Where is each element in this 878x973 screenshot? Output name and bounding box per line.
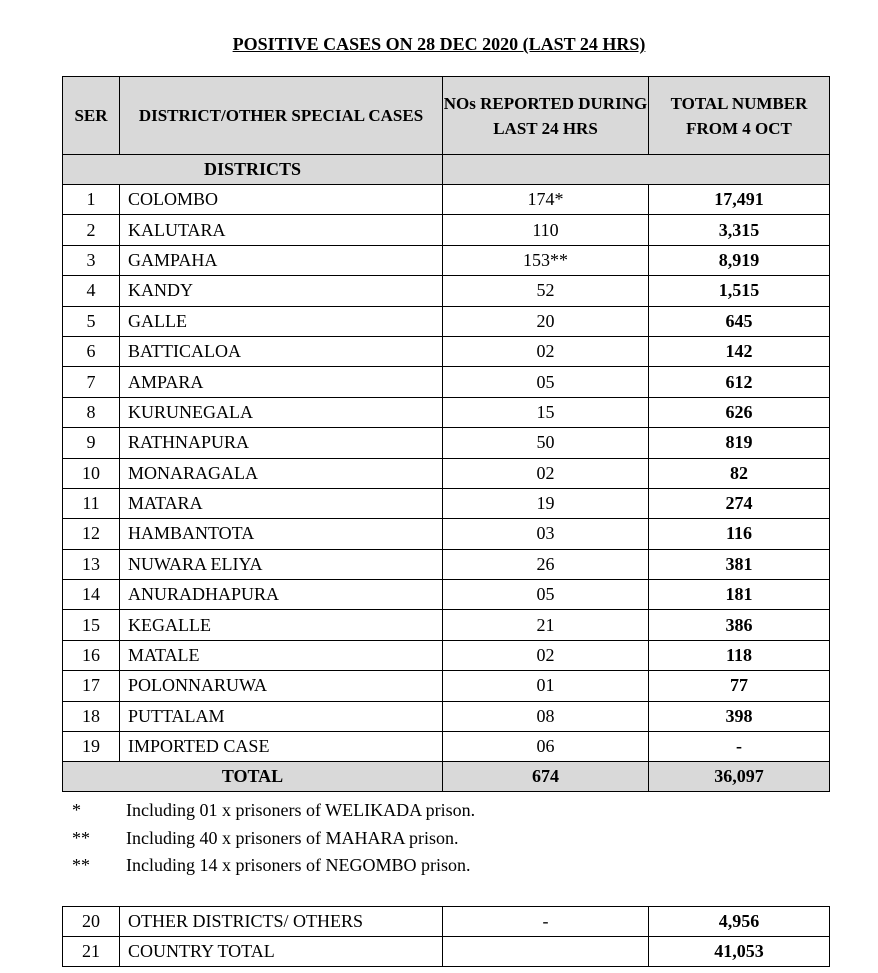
cell-total-from-4-oct: 17,491 xyxy=(649,185,830,215)
cell-last-24-hrs: 02 xyxy=(443,640,649,670)
cell-last-24-hrs: 21 xyxy=(443,610,649,640)
footnote xyxy=(66,797,475,825)
cell-ser: 14 xyxy=(63,580,120,610)
cell-ser: 1 xyxy=(63,185,120,215)
cell-total-from-4-oct: 4,956 xyxy=(649,907,830,937)
table-row xyxy=(63,732,830,762)
cell-ser: 19 xyxy=(63,732,120,762)
cell-district: MATALE xyxy=(120,640,443,670)
cell-district: POLONNARUWA xyxy=(120,671,443,701)
cell-last-24-hrs xyxy=(443,937,649,967)
cell-total-from-4-oct: 386 xyxy=(649,610,830,640)
cell-district: GALLE xyxy=(120,306,443,336)
cell-last-24-hrs: 06 xyxy=(443,732,649,762)
cell-district: COLOMBO xyxy=(120,185,443,215)
cell-last-24-hrs: 110 xyxy=(443,215,649,245)
cell-last-24-hrs: 15 xyxy=(443,397,649,427)
footnote-marker: ** xyxy=(72,827,90,848)
cell-district: BATTICALOA xyxy=(120,336,443,366)
footnotes xyxy=(66,797,475,880)
cell-last-24-hrs: 02 xyxy=(443,336,649,366)
cell-district: KALUTARA xyxy=(120,215,443,245)
table-row xyxy=(63,185,830,215)
table-row xyxy=(63,488,830,518)
cell-last-24-hrs: 03 xyxy=(443,519,649,549)
table-row xyxy=(63,458,830,488)
cell-total-from-4-oct: 626 xyxy=(649,397,830,427)
cell-total-from-4-oct: 612 xyxy=(649,367,830,397)
cell-last-24-hrs: 19 xyxy=(443,488,649,518)
districts-section-blank xyxy=(443,155,830,185)
footnote xyxy=(66,852,475,880)
cell-ser: 12 xyxy=(63,519,120,549)
cell-district: AMPARA xyxy=(120,367,443,397)
total-last-24-hrs: 674 xyxy=(443,762,649,792)
cell-last-24-hrs: 05 xyxy=(443,580,649,610)
cell-last-24-hrs: 26 xyxy=(443,549,649,579)
cell-total-from-4-oct: 82 xyxy=(649,458,830,488)
other-table-row xyxy=(63,907,830,937)
other-cases-table xyxy=(62,906,830,967)
cell-district: OTHER DISTRICTS/ OTHERS xyxy=(120,907,443,937)
cell-ser: 13 xyxy=(63,549,120,579)
cell-ser: 4 xyxy=(63,276,120,306)
cell-total-from-4-oct: 645 xyxy=(649,306,830,336)
table-row xyxy=(63,306,830,336)
cell-district: COUNTRY TOTAL xyxy=(120,937,443,967)
cell-total-from-4-oct: 1,515 xyxy=(649,276,830,306)
cell-district: GAMPAHA xyxy=(120,245,443,275)
cell-ser: 8 xyxy=(63,397,120,427)
cell-district: KEGALLE xyxy=(120,610,443,640)
cell-total-from-4-oct: 77 xyxy=(649,671,830,701)
header-ser: SER xyxy=(63,77,120,155)
cell-ser: 18 xyxy=(63,701,120,731)
cell-district: MATARA xyxy=(120,488,443,518)
cell-ser: 6 xyxy=(63,336,120,366)
cell-total-from-4-oct: 116 xyxy=(649,519,830,549)
cell-ser: 9 xyxy=(63,428,120,458)
cell-total-from-4-oct: 381 xyxy=(649,549,830,579)
table-row xyxy=(63,640,830,670)
cell-ser: 15 xyxy=(63,610,120,640)
cell-last-24-hrs: 52 xyxy=(443,276,649,306)
cell-total-from-4-oct: 274 xyxy=(649,488,830,518)
table-row xyxy=(63,245,830,275)
cell-total-from-4-oct: 118 xyxy=(649,640,830,670)
cell-district: PUTTALAM xyxy=(120,701,443,731)
cell-ser: 17 xyxy=(63,671,120,701)
table-header-row xyxy=(63,77,830,155)
table-row xyxy=(63,549,830,579)
cell-ser: 20 xyxy=(63,907,120,937)
cell-last-24-hrs: 20 xyxy=(443,306,649,336)
footnote-text: Including 01 x prisoners of WELIKADA prison. xyxy=(126,800,476,820)
footnote xyxy=(66,825,475,853)
cell-last-24-hrs: 01 xyxy=(443,671,649,701)
cell-ser: 2 xyxy=(63,215,120,245)
other-table-row xyxy=(63,937,830,967)
districts-section-row xyxy=(63,155,830,185)
cell-last-24-hrs: 02 xyxy=(443,458,649,488)
cell-total-from-4-oct: 819 xyxy=(649,428,830,458)
cell-district: KURUNEGALA xyxy=(120,397,443,427)
cell-ser: 3 xyxy=(63,245,120,275)
table-row xyxy=(63,276,830,306)
cell-total-from-4-oct: 142 xyxy=(649,336,830,366)
footnote-marker: * xyxy=(72,800,81,820)
table-row xyxy=(63,610,830,640)
cell-last-24-hrs: - xyxy=(443,907,649,937)
cell-total-from-4-oct: 181 xyxy=(649,580,830,610)
cell-last-24-hrs: 174* xyxy=(443,185,649,215)
district-cases-table xyxy=(62,76,830,792)
cell-ser: 21 xyxy=(63,937,120,967)
cell-district: HAMBANTOTA xyxy=(120,519,443,549)
cell-last-24-hrs: 05 xyxy=(443,367,649,397)
table-row xyxy=(63,519,830,549)
cell-total-from-4-oct: - xyxy=(649,732,830,762)
cell-district: NUWARA ELIYA xyxy=(120,549,443,579)
cell-ser: 10 xyxy=(63,458,120,488)
cell-district: KANDY xyxy=(120,276,443,306)
footnote-marker: ** xyxy=(72,855,90,875)
table-row xyxy=(63,580,830,610)
total-from-4-oct: 36,097 xyxy=(649,762,830,792)
cell-total-from-4-oct: 398 xyxy=(649,701,830,731)
header-district: DISTRICT/OTHER SPECIAL CASES xyxy=(120,77,443,155)
table-row xyxy=(63,397,830,427)
table-row xyxy=(63,701,830,731)
table-row xyxy=(63,671,830,701)
cell-total-from-4-oct: 41,053 xyxy=(649,937,830,967)
cell-district: IMPORTED CASE xyxy=(120,732,443,762)
table-row xyxy=(63,428,830,458)
cell-district: MONARAGALA xyxy=(120,458,443,488)
cell-last-24-hrs: 50 xyxy=(443,428,649,458)
total-row xyxy=(63,762,830,792)
table-row xyxy=(63,336,830,366)
header-total-from-4-oct: TOTAL NUMBER FROM 4 OCT xyxy=(649,77,830,155)
cell-ser: 16 xyxy=(63,640,120,670)
cell-district: ANURADHAPURA xyxy=(120,580,443,610)
cell-ser: 7 xyxy=(63,367,120,397)
footnote-text: Including 14 x prisoners of NEGOMBO prison. xyxy=(126,855,471,875)
districts-section-label: DISTRICTS xyxy=(63,155,443,185)
cell-district: RATHNAPURA xyxy=(120,428,443,458)
cell-ser: 5 xyxy=(63,306,120,336)
footnote-text: Including 40 x prisoners of MAHARA prison. xyxy=(126,827,459,848)
cell-total-from-4-oct: 3,315 xyxy=(649,215,830,245)
cell-ser: 11 xyxy=(63,488,120,518)
header-last-24-hrs: NOs REPORTED DURING LAST 24 HRS xyxy=(443,77,649,155)
cell-last-24-hrs: 153** xyxy=(443,245,649,275)
cell-total-from-4-oct: 8,919 xyxy=(649,245,830,275)
page-title: POSITIVE CASES ON 28 DEC 2020 (LAST 24 HRS) xyxy=(232,34,646,54)
table-row xyxy=(63,215,830,245)
table-row xyxy=(63,367,830,397)
cell-last-24-hrs: 08 xyxy=(443,701,649,731)
total-label: TOTAL xyxy=(63,762,443,792)
